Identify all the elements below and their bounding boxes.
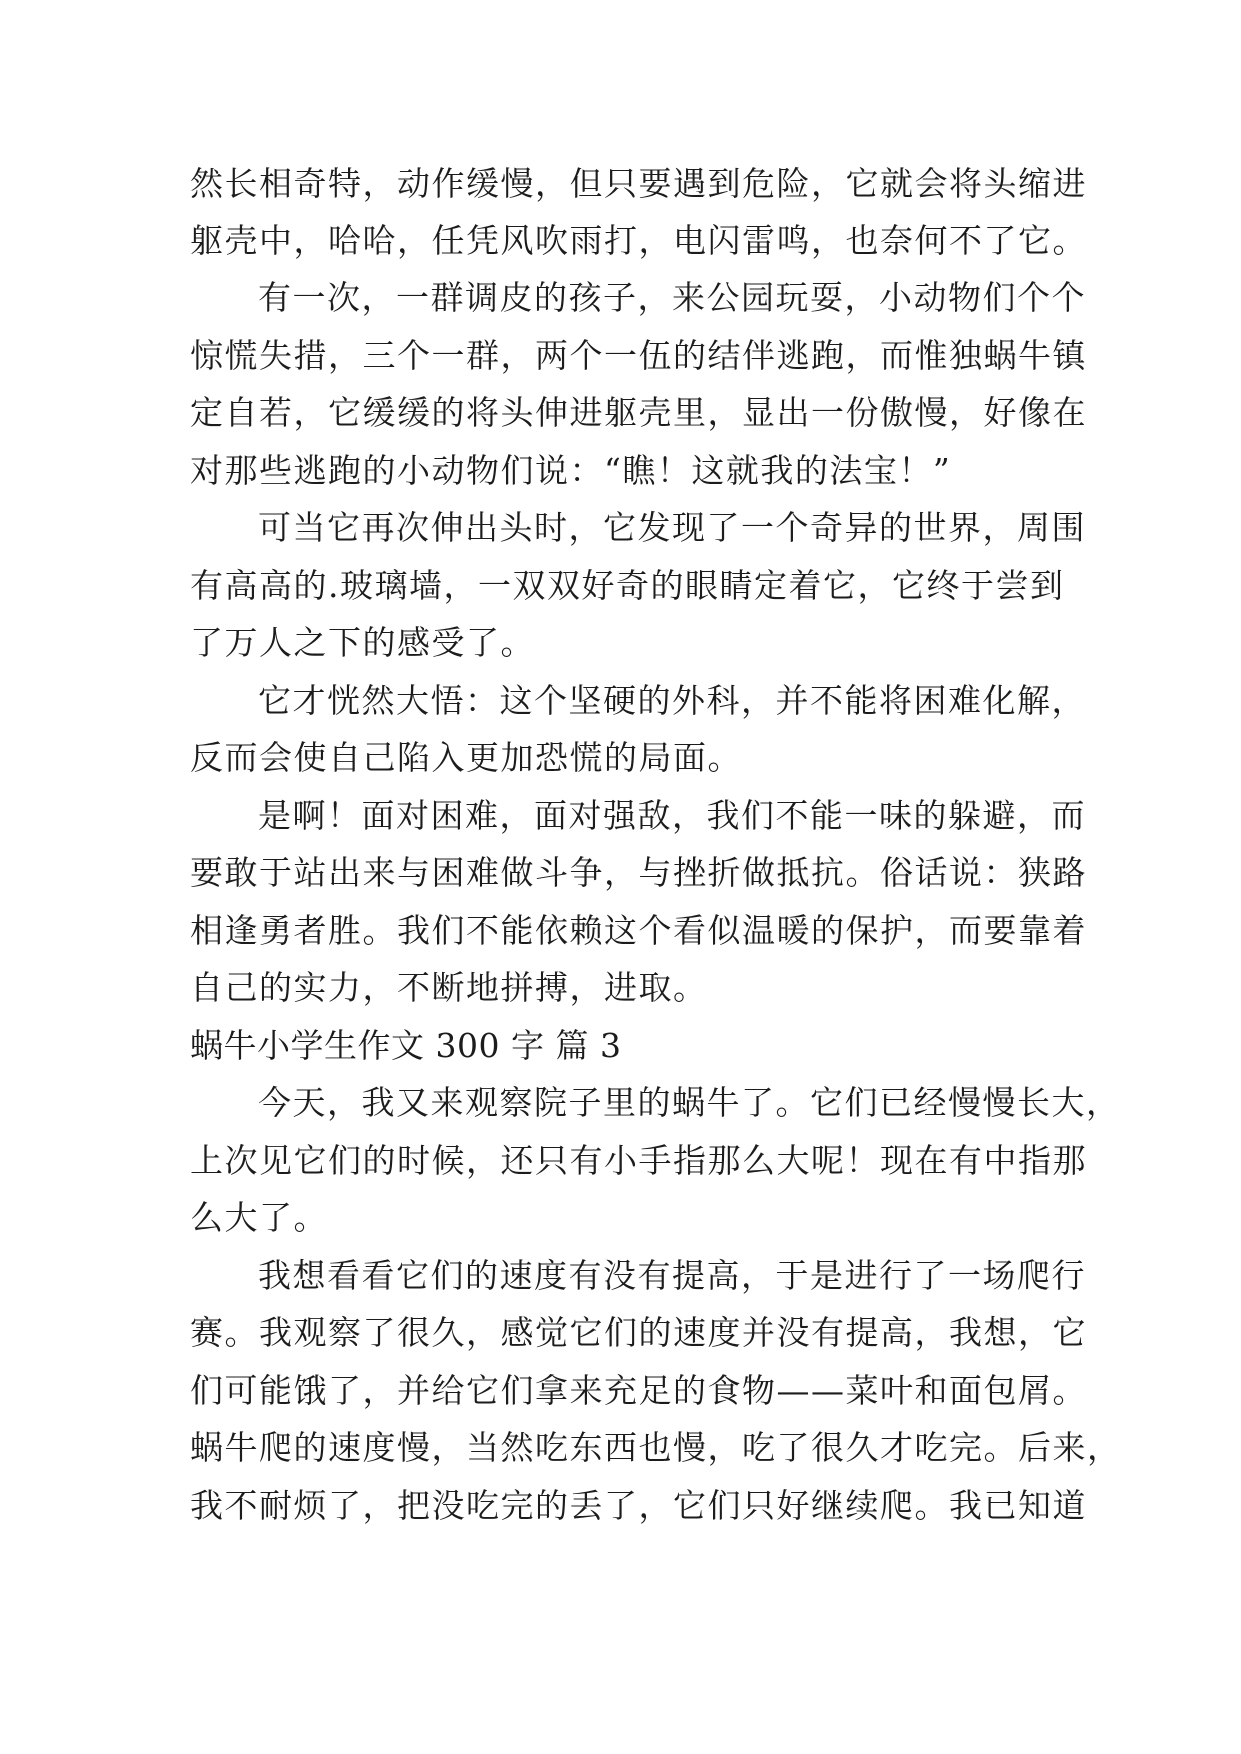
section-heading: 蜗牛小学生作文 300 字 篇 3 (190, 1026, 622, 1065)
text-line: 定自若，它缓缓的将头伸进躯壳里，显出一份傲慢，好像在 (190, 393, 1087, 432)
paragraph-start-line: 可当它再次伸出头时，它发现了一个奇异的世界，周围 (258, 508, 1086, 547)
text-line: 躯壳中，哈哈，任凭风吹雨打，电闪雷鸣，也奈何不了它。 (190, 221, 1087, 260)
text-line: 惊慌失措，三个一群，两个一伍的结伴逃跑，而惟独蜗牛镇 (190, 336, 1087, 375)
text-line: 对那些逃跑的小动物们说：“瞧！这就我的法宝！” (190, 451, 952, 490)
paragraph-start-line: 有一次，一群调皮的孩子，来公园玩耍，小动物们个个 (258, 278, 1086, 317)
paragraph-start-line: 它才恍然大悟：这个坚硬的外科，并不能将困难化解， (258, 681, 1086, 720)
text-line: 们可能饿了，并给它们拿来充足的食物——菜叶和面包屑。 (190, 1371, 1087, 1410)
text-line: 要敢于站出来与困难做斗争，与挫折做抵抗。俗话说：狭路 (190, 853, 1087, 892)
text-line: 了万人之下的感受了。 (190, 623, 535, 662)
text-line: 反而会使自己陷入更加恐慌的局面。 (190, 738, 742, 777)
paragraph-start-line: 我想看看它们的速度有没有提高，于是进行了一场爬行 (258, 1256, 1086, 1295)
paragraph-start-line: 今天，我又来观察院子里的蜗牛了。它们已经慢慢长大， (258, 1083, 1121, 1122)
text-line: 然长相奇特，动作缓慢，但只要遇到危险，它就会将头缩进 (190, 164, 1087, 203)
text-line: 自己的实力，不断地拼搏，进取。 (190, 968, 708, 1007)
text-line: 么大了。 (190, 1198, 328, 1237)
text-line: 上次见它们的时候，还只有小手指那么大呢！现在有中指那 (190, 1141, 1087, 1180)
text-line: 我不耐烦了，把没吃完的丢了，它们只好继续爬。我已知道 (190, 1486, 1087, 1525)
text-line: 蜗牛爬的速度慢，当然吃东西也慢，吃了很久才吃完。后来， (190, 1428, 1122, 1467)
text-line: 赛。我观察了很久，感觉它们的速度并没有提高，我想，它 (190, 1313, 1087, 1352)
text-line: 相逢勇者胜。我们不能依赖这个看似温暖的保护，而要靠着 (190, 911, 1087, 950)
text-line: 有高高的.玻璃墙，一双双好奇的眼睛定着它，它终于尝到 (190, 566, 1065, 605)
paragraph-start-line: 是啊！面对困难，面对强敌，我们不能一味的躲避，而 (258, 796, 1086, 835)
